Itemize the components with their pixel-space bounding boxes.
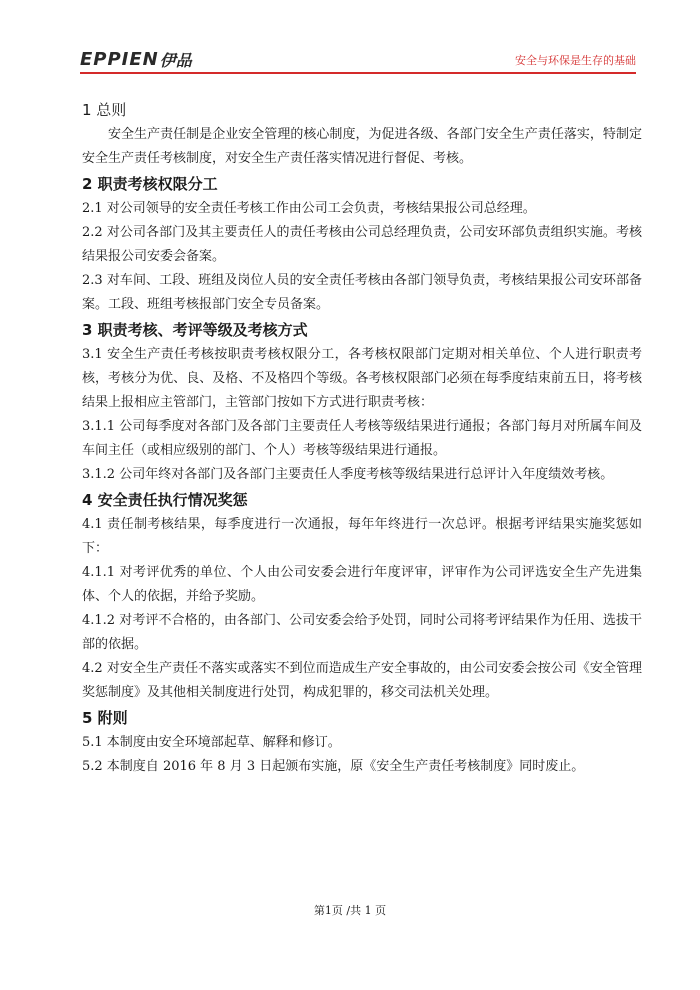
paragraph: 2.1 对公司领导的安全责任考核工作由公司工会负责，考核结果报公司总经理。 (82, 201, 536, 216)
section-heading: 1 总则 (82, 101, 127, 119)
section-heading: 2 职责考核权限分工 (82, 175, 218, 193)
company-logo (80, 48, 192, 70)
section-heading: 4 安全责任执行情况奖惩 (82, 491, 248, 509)
paragraph: 4.1 责任制考核结果，每季度进行一次通报，每年年终进行一次总评。根据考评结果实施奖惩如下： (82, 517, 642, 556)
paragraph: 2.3 对车间、工段、班组及岗位人员的安全责任考核由各部门领导负责，考核结果报公司安环部备案。工段、班组考核报部门安全专员备案。 (82, 273, 642, 312)
document-body (82, 97, 642, 779)
paragraph: 4.1.1 对考评优秀的单位、个人由公司安委会进行年度评审，评审作为公司评选安全生产先进集体、个人的依据，并给予奖励。 (82, 565, 642, 604)
paragraph: 安全生产责任制是企业安全管理的核心制度，为促进各级、各部门安全生产责任落实，特制定安全生产责任考核制度，对安全生产责任落实情况进行督促、考核。 (82, 127, 642, 166)
section-heading: 5 附则 (82, 709, 128, 727)
paragraph: 2.2 对公司各部门及其主要责任人的责任考核由公司总经理负责，公司安环部负责组织实施。考核结果报公司安委会备案。 (82, 225, 642, 264)
paragraph: 3.1.1 公司每季度对各部门及各部门主要责任人考核等级结果进行通报；各部门每月对所属车间及车间主任（或相应级别的部门、个人）考核等级结果进行通报。 (82, 419, 642, 458)
section-heading: 3 职责考核、考评等级及考核方式 (82, 321, 308, 339)
paragraph: 4.1.2 对考评不合格的，由各部门、公司安委会给予处罚，同时公司将考评结果作为任用、选拔干部的依据。 (82, 613, 642, 652)
header-slogan: 安全与环保是生存的基础 (515, 54, 636, 67)
paragraph: 4.2 对安全生产责任不落实或落实不到位而造成生产安全事故的，由公司安委会按公司《安全管理奖惩制度》及其他相关制度进行处罚，构成犯罪的，移交司法机关处理。 (82, 661, 642, 700)
logo-chinese-name: 伊品 (159, 50, 192, 70)
paragraph: 3.1 安全生产责任考核按职责考核权限分工，各考核权限部门定期对相关单位、个人进行职责考核，考核分为优、良、及格、不及格四个等级。各考核权限部门必须在每季度结束前五日，将考核结果上报相应主管部门，主管部门按如下方式进行职责考核： (82, 347, 642, 410)
page-header (80, 44, 636, 74)
page-footer: 第1页 /共 1 页 (313, 904, 387, 917)
paragraph: 5.1 本制度由安全环境部起草、解释和修订。 (82, 735, 341, 750)
paragraph: 5.2 本制度自 2016 年 8 月 3 日起颁布实施，原《安全生产责任考核制度》同时废止。 (82, 759, 585, 774)
logo-wordmark: EPPIEN (80, 48, 159, 70)
paragraph: 3.1.2 公司年终对各部门及各部门主要责任人季度考核等级结果进行总评计入年度绩效考核。 (82, 467, 614, 482)
